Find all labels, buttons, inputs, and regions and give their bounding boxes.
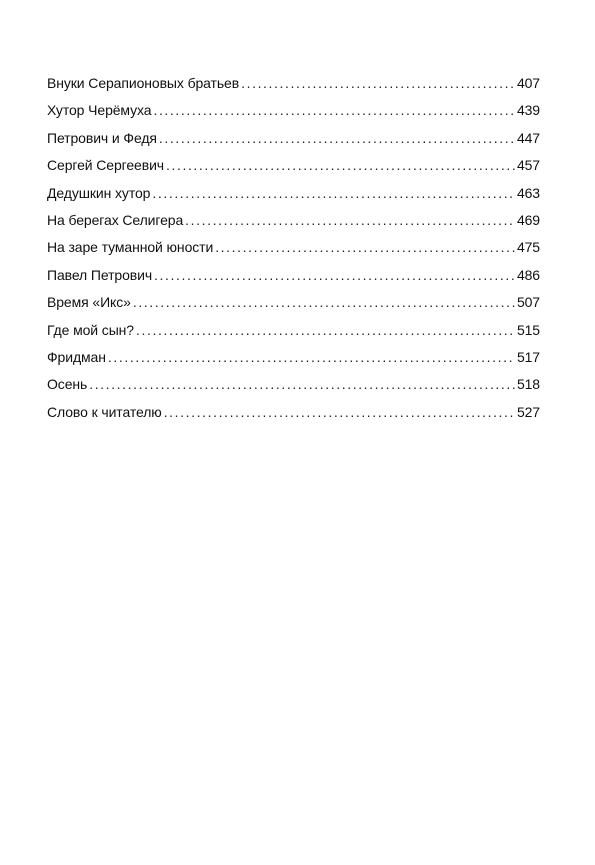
toc-dot-leader xyxy=(136,317,515,344)
toc-entry xyxy=(47,234,540,261)
toc-entry-title: Время «Икс» xyxy=(47,294,131,311)
toc-entry-title: Внуки Серапионовых братьев xyxy=(47,75,240,91)
toc-entry-page: 407 xyxy=(516,75,540,91)
toc-entry-title: Фридман xyxy=(47,348,106,365)
toc-dot-leader xyxy=(166,152,515,179)
toc-entry xyxy=(47,317,540,344)
toc-entry xyxy=(47,344,540,371)
toc-entry xyxy=(47,399,540,426)
toc-dot-leader xyxy=(152,180,515,207)
toc-entry-page: 439 xyxy=(516,102,540,119)
toc-dot-leader xyxy=(185,207,515,234)
toc-entry xyxy=(47,152,540,179)
toc-entry-title: Сергей Сергеевич xyxy=(47,157,164,174)
toc-entry-page: 527 xyxy=(516,403,540,420)
toc-entry-page: 507 xyxy=(516,294,540,311)
toc-dot-leader xyxy=(241,70,515,97)
toc-entry-title: Осень xyxy=(47,376,88,393)
toc-dot-leader xyxy=(133,289,515,316)
toc-entry xyxy=(47,70,540,97)
toc-entry-title: Где мой сын? xyxy=(47,321,134,338)
toc-entry xyxy=(47,97,540,124)
toc-entry-title: На заре туманной юности xyxy=(47,239,214,256)
toc-entry-page: 515 xyxy=(516,321,540,338)
toc-entry-page: 486 xyxy=(516,266,540,283)
toc-dot-leader xyxy=(164,399,515,426)
toc-entry-title: Дедушкин хутор xyxy=(47,184,151,201)
toc-entry-page: 469 xyxy=(516,211,540,228)
toc-dot-leader xyxy=(159,125,515,152)
toc-dot-leader xyxy=(153,97,514,124)
toc-entry xyxy=(47,125,540,152)
toc-entry-page: 517 xyxy=(516,348,540,365)
toc-entry-title: На берегах Селигера xyxy=(47,211,184,228)
toc-entry-page: 463 xyxy=(516,184,540,201)
toc-entry-page: 447 xyxy=(516,129,540,146)
toc-entry-page: 475 xyxy=(516,239,540,256)
toc-entry xyxy=(47,262,540,289)
toc-entry xyxy=(47,289,540,316)
toc-entry xyxy=(47,180,540,207)
toc-entry-page: 518 xyxy=(516,376,540,393)
toc-dot-leader xyxy=(108,344,515,371)
toc-dot-leader xyxy=(154,262,515,289)
toc-entry-title: Хутор Черёмуха xyxy=(47,102,152,119)
toc-entry xyxy=(47,371,540,398)
toc-entry xyxy=(47,207,540,234)
toc-entry-page: 457 xyxy=(516,157,540,174)
toc-dot-leader xyxy=(215,234,515,261)
toc-entry-title: Слово к читателю xyxy=(47,403,162,420)
toc-entry-title: Петрович и Федя xyxy=(47,129,157,146)
toc-dot-leader xyxy=(89,371,515,398)
toc-entry-title: Павел Петрович xyxy=(47,266,153,283)
table-of-contents xyxy=(47,70,540,426)
